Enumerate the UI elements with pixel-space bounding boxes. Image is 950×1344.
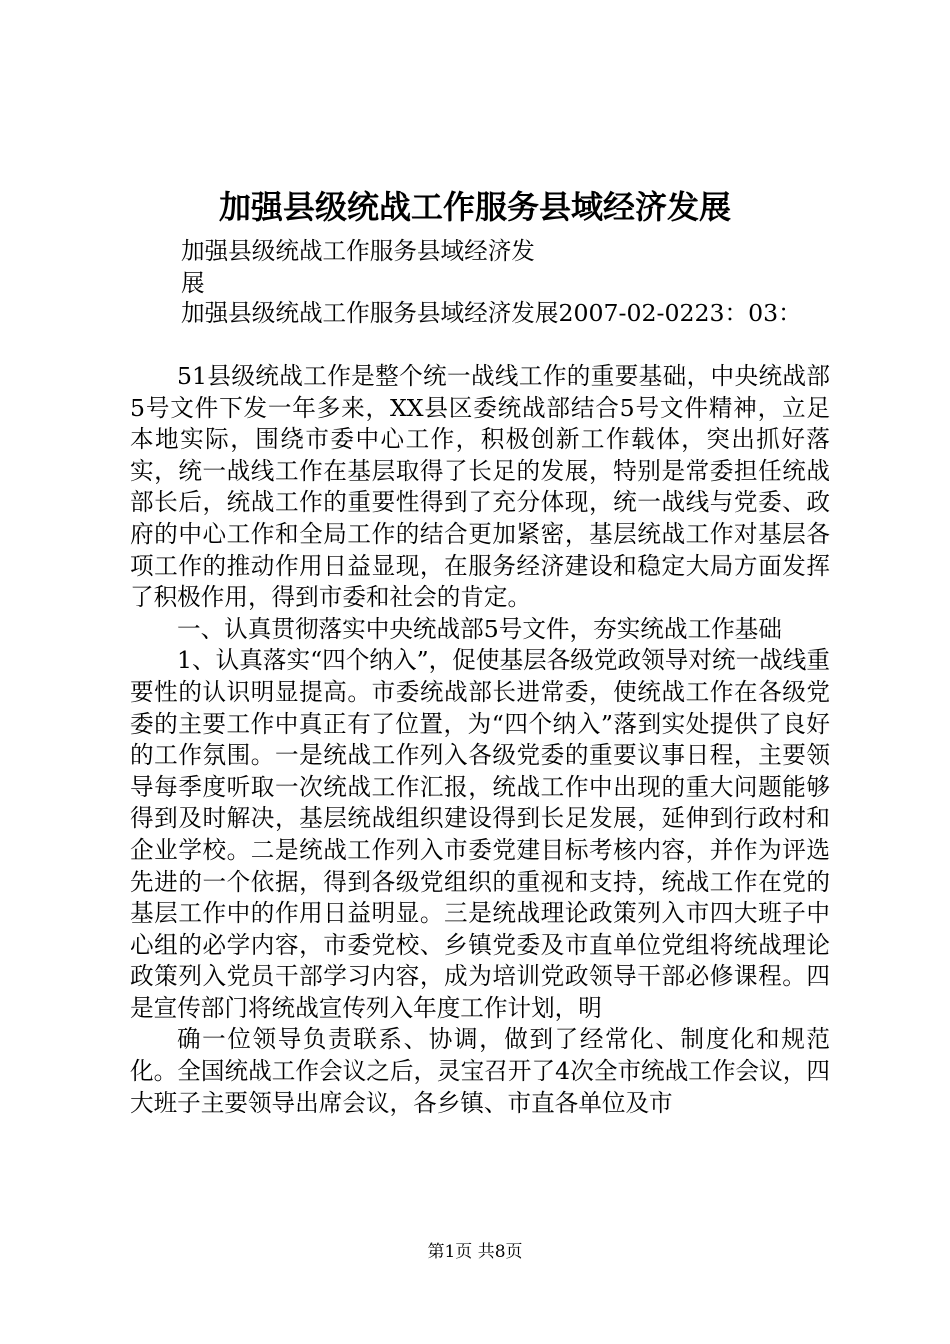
document-title: 加强县级统战工作服务县域经济发展 (218, 188, 731, 226)
dateline: 加强县级统战工作服务县域经济发展2007-02-0223：03： (181, 299, 802, 327)
section-heading-1: 一、认真贯彻落实中央统战部5号文件，夯实统战工作基础 (177, 614, 782, 643)
page-footer: 第1页 共8页 (427, 1242, 523, 1262)
subtitle-line-1: 加强县级统战工作服务县域经济发 (181, 237, 535, 265)
body-text (130, 361, 830, 1119)
paragraph-continuation: 确一位领导负责联系、协调，做到了经常化、制度化和规范化。全国统战工作会议之后，灵宝召开了4次全市统战工作会议，四大班子主要领导出席会议，各乡镇、市直各单位及市 (130, 1025, 830, 1117)
paragraph-item-1: 1、认真落实“四个纳入”，促使基层各级党政领导对统一战线重要性的认识明显提高。市委统战部长进常委，使统战工作在各级党委的主要工作中真正有了位置，为“四个纳入”落到实处提供了良好的工作氛围。一是统战工作列入各级党委的重要议事日程，主要领导每季度听取一次统战工作汇报，统战工作中出现的重大问题能够得到及时解决，基层统战组织建设得到长足发展，延伸到行政村和企业学校。二是统战工作列入市委党建目标考核内容，并作为评选先进的一个依据，得到各级党组织的重视和支持，统战工作在党的基层工作中的作用日益明显。三是统战理论政策列入市四大班子中心组的必学内容，市委党校、乡镇党委及市直单位党组将统战理论政策列入党员干部学习内容，成为培训党政领导干部必修课程。四是宣传部门将统战宣传列入年度工作计划，明 (130, 646, 830, 1022)
paragraph-intro: 51县级统战工作是整个统一战线工作的重要基础，中央统战部5号文件下发一年多来，XX县区委统战部结合5号文件精神，立足本地实际，围绕市委中心工作，积极创新工作载体，突出抓好落实，统一战线工作在基层取得了长足的发展，特别是常委担任统战部长后，统战工作的重要性得到了充分体现，统一战线与党委、政府的中心工作和全局工作的结合更加紧密，基层统战工作对基层各项工作的推动作用日益显现，在服务经济建设和稳定大局方面发挥了积极作用，得到市委和社会的肯定。 (130, 362, 830, 612)
subtitle-line-2: 展 (181, 269, 205, 297)
